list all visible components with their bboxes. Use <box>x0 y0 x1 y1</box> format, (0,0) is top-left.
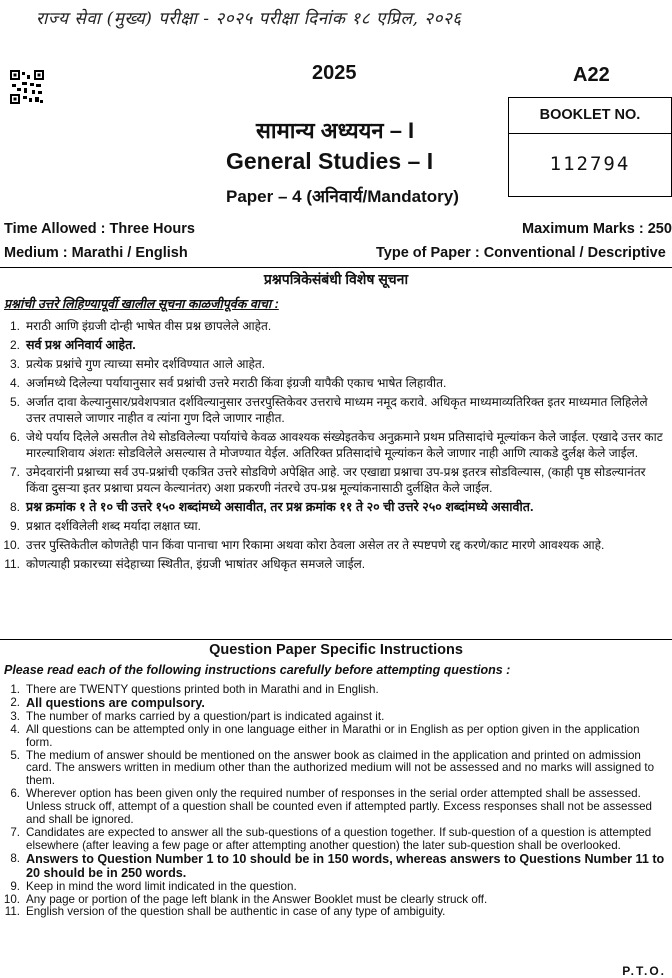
instruction-item <box>0 556 668 572</box>
instruction-number: 2. <box>9 337 20 352</box>
instruction-item <box>0 750 668 789</box>
instruction-text: The number of marks carried by a question/part is indicated against it. <box>26 709 385 723</box>
instruction-item <box>0 318 668 334</box>
instruction-item <box>0 724 668 750</box>
instruction-number: 6. <box>10 787 20 801</box>
instruction-text: प्रत्येक प्रश्नांचे गुण त्याच्या समोर दर्शविण्यात आले आहेत. <box>26 356 266 371</box>
qr-code-icon <box>10 70 44 104</box>
instruction-item <box>0 464 668 497</box>
instruction-text: उत्तर पुस्तिकेतील कोणतेही पान किंवा पानाचा भाग रिकामा अथवा कोरा ठेवला असेल तर ते स्पष्टपणे रद्द करणे/काट मारणे आवश्यक आहे. <box>26 537 605 552</box>
instruction-text: अर्जामध्ये दिलेल्या पर्यायानुसार सर्व प्रश्नांची उत्तरे मराठी किंवा इंग्रजी यापैकी एकाच भाषेत लिहावीत. <box>26 375 447 390</box>
marathi-instructions-list <box>0 318 668 575</box>
title-marathi: सामान्य अध्ययन – I <box>256 118 415 143</box>
instruction-text: The medium of answer should be mentioned on the answer book as claimed in the application and printed on admission card. The answers written in medium other than the authorized medium will not be assessed and no marks will assigned to them. <box>26 748 655 788</box>
paper-code: A22 <box>573 64 610 86</box>
instruction-text: Keep in mind the word limit indicated in the question. <box>26 879 297 893</box>
instruction-number: 5. <box>9 394 20 409</box>
english-instructions-heading: Question Paper Specific Instructions <box>209 642 463 658</box>
type-of-paper: Type of Paper : Conventional / Descriptive <box>376 245 666 261</box>
instruction-text: Any page or portion of the page left blank in the Answer Booklet must be clearly struck off. <box>26 892 488 906</box>
marathi-instructions-subheading: प्रश्नांची उत्तरे लिहिण्यापूर्वी खालील सूचना काळजीपूर्वक वाचा : <box>4 297 279 311</box>
paper-line: Paper – 4 (अनिवार्य/Mandatory) <box>226 187 459 206</box>
divider-middle <box>0 639 672 640</box>
instruction-item <box>0 337 668 353</box>
booklet-number: 112794 <box>549 153 631 175</box>
time-allowed: Time Allowed : Three Hours <box>4 221 195 237</box>
instruction-text: अर्जात दावा केल्यानुसार/प्रवेशपत्रात दर्शविल्यानुसार उत्तरपुस्तिकेवर उत्तराचे माध्यम नमूद करावे. अधिकृत माध्यमाव्यतिरिक्त इतर माध्यमात लिहिलेले उत्तर तपासले जाणार नाहीत व त्यांना गुण दिले जाणार नाहीत. <box>26 394 648 425</box>
instruction-number: 4. <box>10 722 20 736</box>
instruction-item <box>0 518 668 534</box>
instruction-number: 11. <box>4 905 20 919</box>
medium: Medium : Marathi / English <box>4 245 188 261</box>
instruction-text: Answers to Question Number 1 to 10 should be in 150 words, whereas answers to Questions Number 11 to 20 should be in 250 words. <box>26 851 665 880</box>
instruction-number: 4. <box>9 375 20 390</box>
instruction-item <box>0 537 668 553</box>
instruction-item <box>0 827 668 853</box>
instruction-text: जेथे पर्याय दिलेले असतील तेथे सोडविलेल्या पर्यायांचे केवळ आवश्यक संख्येइतकेच अनुक्रमाने प्रथम प्रतिसादांचे मूल्यांकन केले जाईल. एखादे उत्तर काट मारल्याशिवाय अंशतः सोडविलेले असल्यास ते मोजण्यात येईल. अतिरिक्त प्रतिसादांचे मूल्यांकन केले जाणार नाही आणि त्याकडे दुर्लक्ष केले जाईल. <box>26 429 663 461</box>
title-english: General Studies – I <box>226 148 434 174</box>
instruction-number: 3. <box>10 709 20 723</box>
instruction-text: प्रश्न क्रमांक १ ते १० ची उत्तरे १५० शब्दांमध्ये असावीत, तर प्रश्न क्रमांक ११ ते २० ची उत्तरे २५० शब्दांमध्ये असावीत. <box>26 500 534 515</box>
instruction-number: 3. <box>9 356 20 371</box>
instruction-text: All questions are compulsory. <box>26 695 205 710</box>
instruction-number: 7. <box>10 825 20 839</box>
instruction-item <box>0 356 668 372</box>
instruction-number: 1. <box>10 683 20 696</box>
instruction-text: English version of the question shall be authentic in case of any type of ambiguity. <box>26 905 446 919</box>
instruction-number: 5. <box>10 748 20 762</box>
instruction-number: 11. <box>4 556 20 571</box>
instruction-text: There are TWENTY questions printed both in Marathi and in English. <box>26 683 379 696</box>
booklet-label: BOOKLET NO. <box>509 98 671 134</box>
instruction-number: 7. <box>9 464 20 479</box>
english-instructions-list <box>0 684 668 919</box>
instruction-item <box>0 499 668 515</box>
instruction-item <box>0 697 668 711</box>
marathi-instructions-heading: प्रश्नपत्रिकेसंबंधी विशेष सूचना <box>263 271 409 287</box>
instruction-number: 10. <box>3 537 20 552</box>
exam-year: 2025 <box>312 62 357 84</box>
page-turn-mark: P.T.O. <box>622 964 666 978</box>
instruction-text: मराठी आणि इंग्रजी दोन्ही भाषेत वीस प्रश्न छापलेले आहेत. <box>26 319 272 333</box>
instruction-item <box>0 788 668 827</box>
instruction-text: उमेदवारांनी प्रश्नाच्या सर्व उप-प्रश्नांची एकत्रित उत्तरे सोडविणे अपेक्षित आहे. जर एखाद्या प्रश्नाचा उप-प्रश्न इतरत्र सोडविल्यास, (काही पृष्ठ सोडल्यानंतर किंवा दुसऱ्या इतर प्रश्नाचा प्रयत्न केल्यानंतर) अशा प्रकरणी नंतरचे उप-प्रश्न मूल्यांकनासाठी दुर्लक्षित केले जाईल. <box>26 464 646 496</box>
english-instructions-subheading: Please read each of the following instructions carefully before attempting questions : <box>4 663 511 677</box>
instruction-text: कोणत्याही प्रकारच्या संदेहाच्या स्थितीत, इंग्रजी भाषांतर अधिकृत समजले जाईल. <box>26 556 366 571</box>
instruction-text: All questions can be attempted only in one language either in Marathi or in English as per option given in the application form. <box>26 722 640 749</box>
instruction-number: 8. <box>10 851 20 865</box>
instruction-text: सर्व प्रश्न अनिवार्य आहेत. <box>26 337 136 352</box>
instruction-item <box>0 906 668 919</box>
maximum-marks: Maximum Marks : 250 <box>522 221 672 237</box>
instruction-text: Candidates are expected to answer all the sub-questions of a question together. If sub-question of a question is attempted elsewhere (after leaving a few page or after attempting another question) the later sub-question shall be overlooked. <box>26 825 652 852</box>
instruction-number: 10. <box>3 892 20 906</box>
instruction-number: 8. <box>9 500 20 515</box>
instruction-number: 9. <box>10 879 20 893</box>
instruction-item <box>0 375 668 391</box>
instruction-number: 9. <box>9 519 20 534</box>
instruction-text: प्रश्नात दर्शविलेली शब्द मर्यादा लक्षात घ्या. <box>26 519 201 534</box>
divider-top <box>0 267 672 268</box>
instruction-number: 2. <box>10 695 20 709</box>
instruction-text: Wherever option has been given only the required number of responses in the serial order attempted shall be assessed. Unless struck off, attempt of a question shall be counted even if attempted partly. Excess responses shall not be assessed and shall be ignored. <box>26 787 652 827</box>
instruction-number: 1. <box>9 319 20 333</box>
instruction-item <box>0 429 668 462</box>
instruction-number: 6. <box>9 429 20 444</box>
instruction-item <box>0 853 668 881</box>
instruction-item <box>0 394 668 427</box>
booklet-number-box <box>508 97 672 197</box>
handwritten-exam-note: राज्य सेवा (मुख्य) परीक्षा - २०२५ परीक्षा दिनांक १८ एप्रिल, २०२६ <box>36 9 462 29</box>
